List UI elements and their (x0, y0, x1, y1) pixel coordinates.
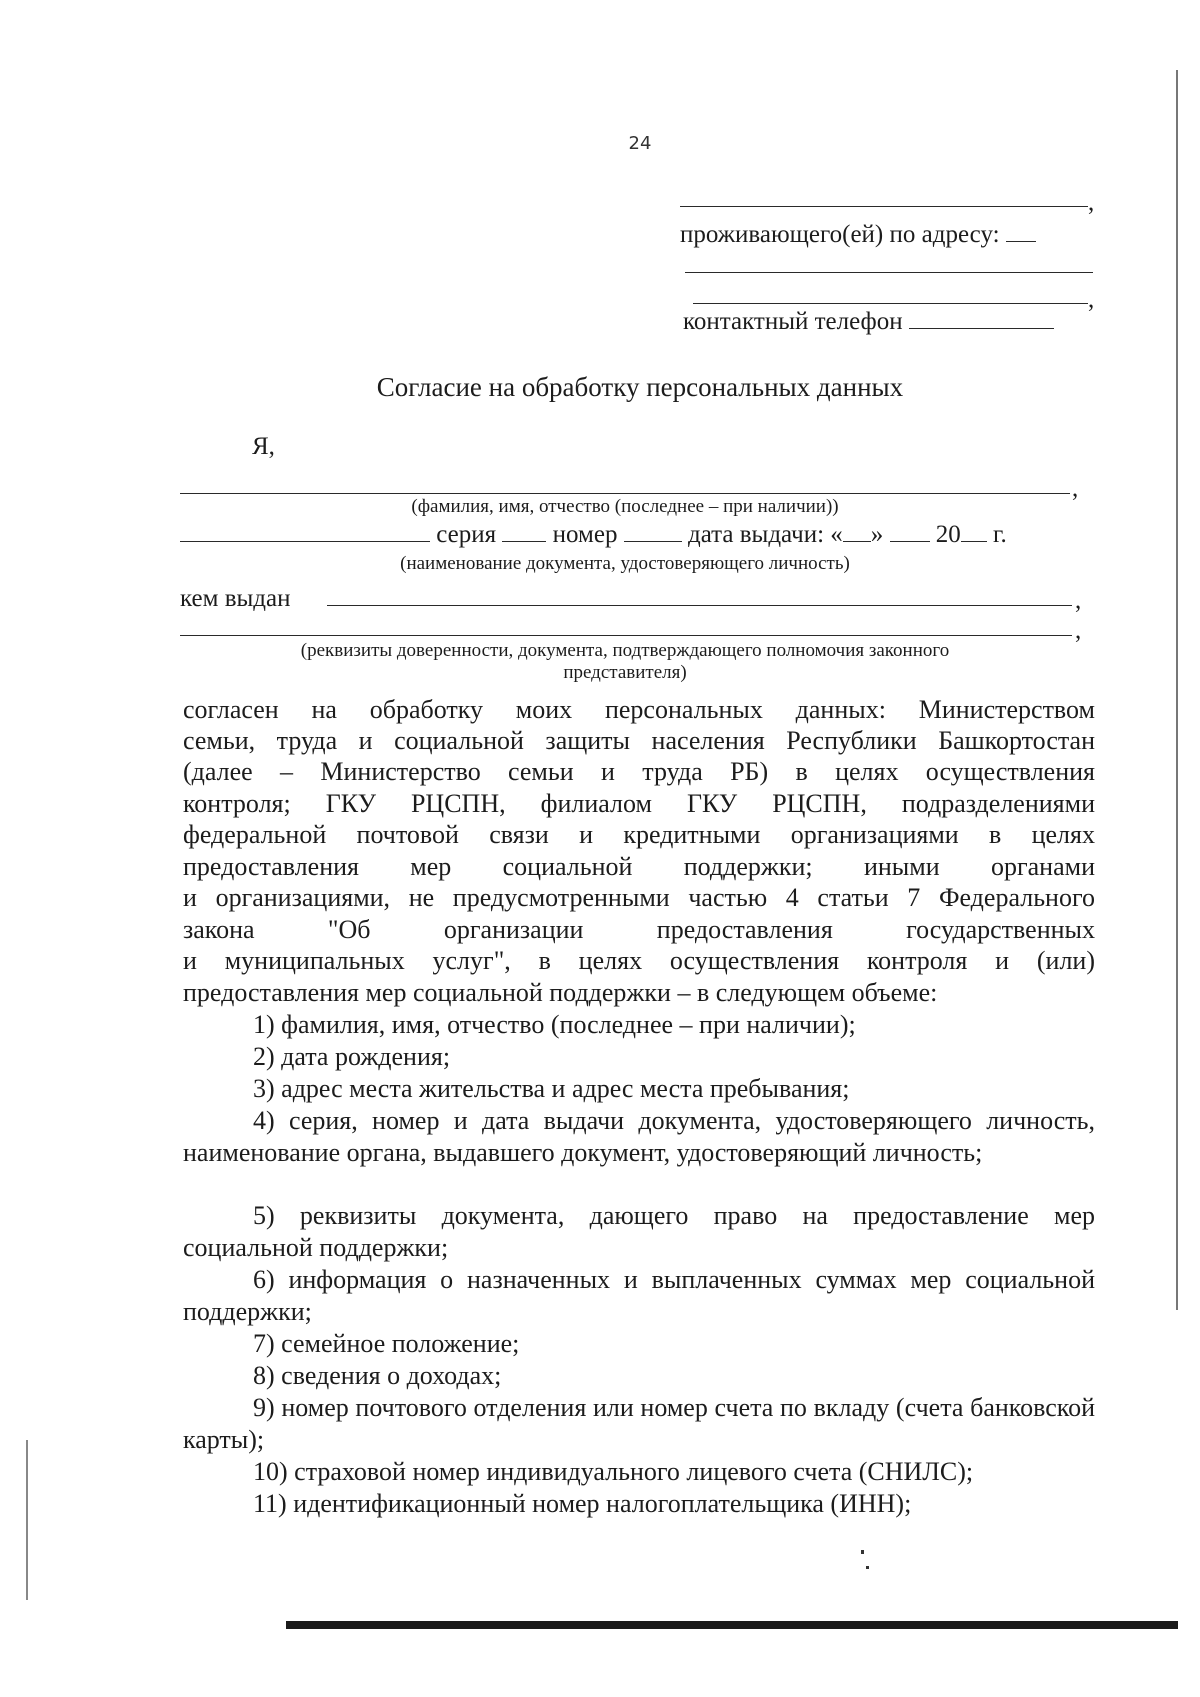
representative-caption-2: представителя) (563, 662, 687, 683)
phone-field[interactable] (909, 306, 1054, 329)
number-field[interactable] (624, 519, 682, 542)
scan-edge-right (1176, 70, 1178, 1310)
list-item-7: 7) семейное положение; (253, 1329, 520, 1358)
list-item-9: 9) номер почтового отделения или номер счета по вкладу (счета банковской карты); (183, 1393, 1095, 1454)
list-item-10: 10) страховой номер индивидуального лицевого счета (СНИЛС); (253, 1457, 974, 1486)
list-item-8: 8) сведения о доходах; (253, 1361, 502, 1390)
quote-close: » (870, 521, 884, 548)
list-item-5: 5) реквизиты документа, дающего право на предоставление мер социальной поддержки; (183, 1201, 1095, 1262)
list-item-6: 6) информация о назначенных и выплаченных суммах мер социальной поддержки; (183, 1265, 1095, 1326)
address-field-inline[interactable] (1006, 219, 1036, 242)
consent-line-1: согласен на обработку моих персональных данных: Министерством (183, 695, 1095, 724)
list-item-4: 4) серия, номер и дата выдачи документа, удостоверяющего личность, наименование органа, выдавшего документ, удостоверяющий личность; (183, 1106, 1095, 1167)
full-name-caption: (фамилия, имя, отчество (последнее – при наличии)) (411, 496, 839, 517)
consent-line-2: семьи, труда и социальной защиты населения Республики Башкортостан (183, 726, 1095, 755)
document-name-field[interactable] (180, 519, 430, 542)
phone-label (683, 306, 1054, 337)
page-number: 24 (628, 133, 652, 154)
scan-edge-left (26, 1440, 28, 1600)
issued-by-field (327, 605, 1072, 606)
consent-line-8: закона "Об организации предоставления государственных (183, 915, 1095, 944)
i-pronoun: Я, (252, 433, 275, 460)
year-field[interactable] (961, 519, 987, 542)
document-title: Согласие на обработку персональных данных (376, 372, 904, 402)
issued-by-label: кем выдан (180, 585, 291, 612)
series-field[interactable] (502, 519, 546, 542)
comma-mark: , (1088, 286, 1095, 313)
list-item-1: 1) фамилия, имя, отчество (последнее – при наличии); (253, 1010, 856, 1039)
consent-line-7: и организациями, не предусмотренными частью 4 статьи 7 Федерального (183, 883, 1095, 912)
list-item-11: 11) идентификационный номер налогоплательщика (ИНН); (253, 1489, 912, 1518)
scan-edge-bottom (286, 1621, 1178, 1629)
address-label (680, 219, 1036, 250)
document-caption: (наименование документа, удостоверяющего личность) (400, 553, 850, 574)
number-label: номер (552, 521, 618, 548)
consent-line-3: (далее – Министерство семьи и труда РБ) в целях осуществления (183, 757, 1095, 786)
comma-mark: , (1075, 587, 1082, 614)
document-row (180, 519, 1007, 550)
comma-mark: , (1088, 189, 1095, 216)
day-field[interactable] (843, 519, 871, 542)
scan-speck (866, 1566, 869, 1569)
year-prefix: 20 (935, 521, 961, 548)
year-suffix: г. (993, 521, 1007, 548)
consent-line-5: федеральной почтовой связи и кредитными организациями в целях (183, 820, 1095, 849)
address-line-3 (693, 303, 1088, 304)
list-item-2: 2) дата рождения; (253, 1042, 451, 1071)
applicant-name-line (680, 206, 1088, 207)
quote-open: « (830, 521, 843, 548)
month-field[interactable] (890, 519, 930, 542)
list-item-3: 3) адрес места жительства и адрес места пребывания; (253, 1074, 850, 1103)
comma-mark: , (1072, 475, 1079, 502)
representative-caption-1: (реквизиты доверенности, документа, подтверждающего полномочия законного (300, 640, 950, 661)
consent-line-6: предоставления мер социальной поддержки; иными органами (183, 852, 1095, 881)
comma-mark: , (1075, 617, 1082, 644)
full-name-field (180, 493, 1070, 494)
scan-speck (861, 1550, 864, 1554)
phone-label-text: контактный телефон (683, 308, 903, 335)
address-line-2 (685, 272, 1093, 273)
representative-field (180, 635, 1072, 636)
issue-date-label: дата выдачи: (687, 521, 825, 548)
series-label: серия (436, 521, 497, 548)
consent-line-10: предоставления мер социальной поддержки – в следующем объеме: (183, 978, 938, 1007)
consent-line-9: и муниципальных услуг", в целях осуществления контроля и (или) (183, 946, 1095, 975)
address-label-text: проживающего(ей) по адресу: (680, 221, 1000, 248)
consent-line-4: контроля; ГКУ РЦСПН, филиалом ГКУ РЦСПН, подразделениями (183, 789, 1095, 818)
